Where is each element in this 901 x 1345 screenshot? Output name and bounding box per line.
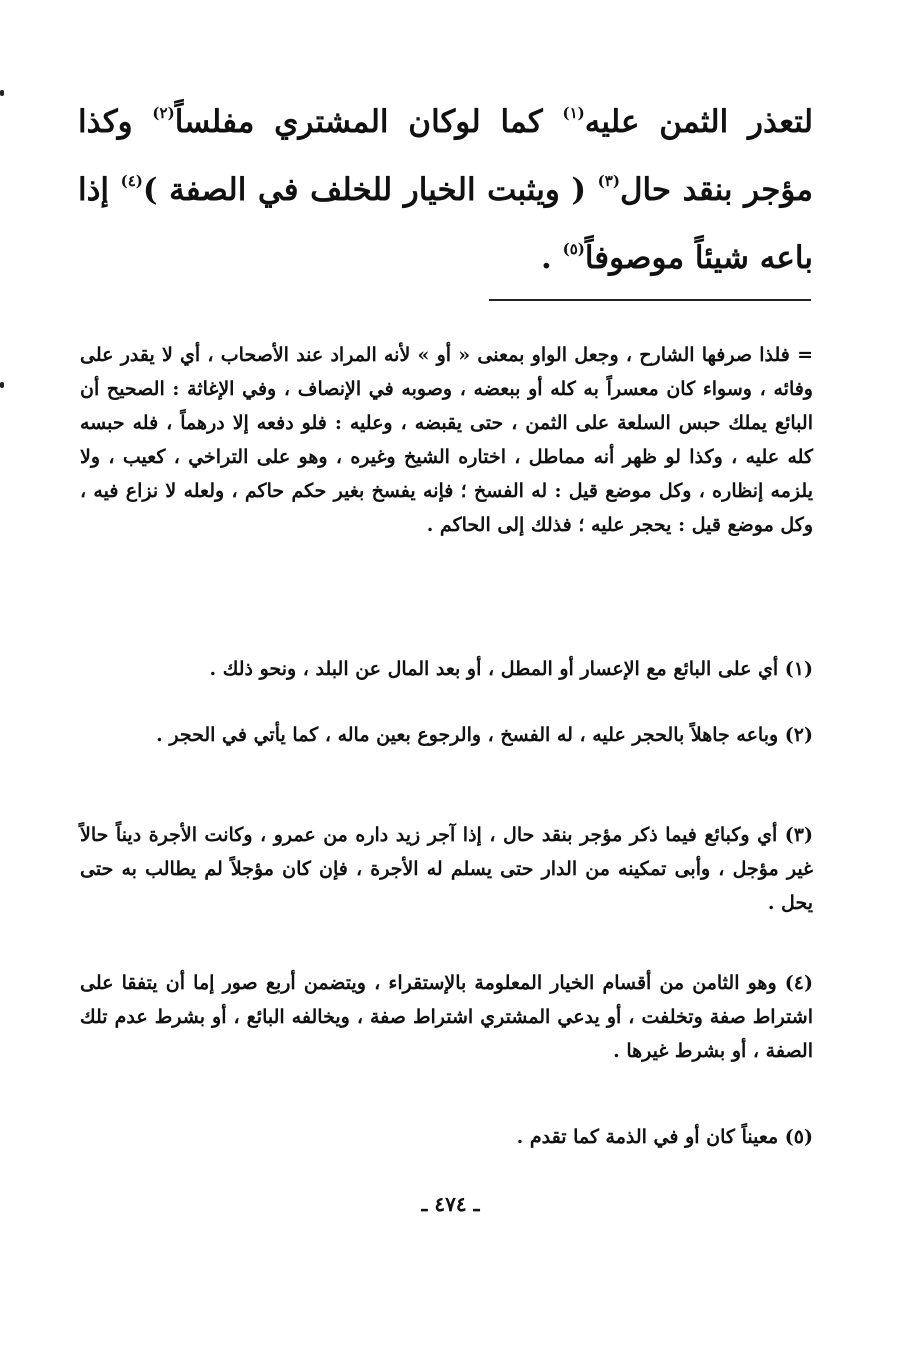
main-paragraph <box>78 88 813 292</box>
page-number: ـ ٤٧٤ ـ <box>421 1192 480 1216</box>
scan-artifact <box>0 382 4 388</box>
scan-artifact <box>0 90 4 96</box>
footnote-text: (٥) معيناً كان أو في الذمة كما تقدم . <box>516 1126 813 1148</box>
main-text-segment: وكذا مؤجر بنقد حال <box>78 104 813 208</box>
main-text-segment: لتعذر الثمن عليه <box>584 104 814 140</box>
main-text-segment: ( ويثبت الخيار للخلف في الصفة ) <box>142 172 598 208</box>
footnote-text: (٣) أي وكبائع فيما ذكر مؤجر بنقد حال ، إذا آجر زيد داره من عمرو ، وكانت الأجرة ديناً حالاً غير مؤجل ، وأبى تمكينه من الدار حتى يسلم له الأجرة ، فإن كان مؤجلاً لم يطالب به حتى يحل . <box>80 824 813 914</box>
footnote-ref-4: (٤) <box>120 172 143 190</box>
footnote-text: (١) أي على البائع مع الإعسار أو المطل ، أو بعد المال عن البلد ، ونحو ذلك . <box>209 658 813 680</box>
main-text-segment: كما لوكان المشتري مفلساً <box>174 104 563 140</box>
footnote-continuation <box>80 338 813 542</box>
footnote-text: = فلذا صرفها الشارح ، وجعل الواو بمعنى « أو » لأنه المراد عند الأصحاب ، أي لا يقدر على وفائه ، وسواء كان معسراً به كله أو ببعضه ، وصوبه في الإنصاف ، وفي الإغاثة : الصحيح أن البائع يملك حبس السلعة على الثمن ، حتى يقبضه ، وعليه : فلو دفعه إلا درهماً ، فله حبسه كله عليه ، وكذا لو ظهر أنه مماطل ، اختاره الشيخ وغيره ، وهو على التراخي ، كعيب ، ولا يلزمه إنظاره ، وكل موضع قيل : له الفسخ ؛ فإنه يفسخ بغير حكم حاكم ، ولعله لا نزاع فيه ، وكل موضع قيل : يحجر عليه ؛ فذلك إلى الحاكم . <box>80 344 813 536</box>
footnote-2 <box>80 718 813 752</box>
footnote-ref-3: (٣) <box>597 172 620 190</box>
main-text-segment: . <box>540 240 563 276</box>
main-text <box>78 88 813 292</box>
footnote-5 <box>80 1120 813 1154</box>
footnote-text: (٤) وهو الثامن من أقسام الخيار المعلومة بالإستقراء ، ويتضمن أربع صور إما أن يتفقا على اشتراط صفة وتخلفت ، أو يدعي المشتري اشتراط صفة ، ويخالفه البائع ، أو بشرط عدم تلك الصفة ، أو بشرط غيرها . <box>80 972 813 1062</box>
footnote-4 <box>80 966 813 1068</box>
footnote-text: (٢) وباعه جاهلاً بالحجر عليه ، له الفسخ ، والرجوع بعين ماله ، كما يأتي في الحجر . <box>156 724 813 746</box>
footnote-divider <box>489 299 811 301</box>
footnote-ref-2: (٢) <box>152 104 175 122</box>
footnote-ref-1: (١) <box>562 104 585 122</box>
main-text-segment: إذا باعه شيئاً موصوفاً <box>78 172 813 276</box>
footnote-1 <box>80 652 813 686</box>
footnote-ref-5: (٥) <box>562 240 585 258</box>
footnote-3 <box>80 818 813 920</box>
